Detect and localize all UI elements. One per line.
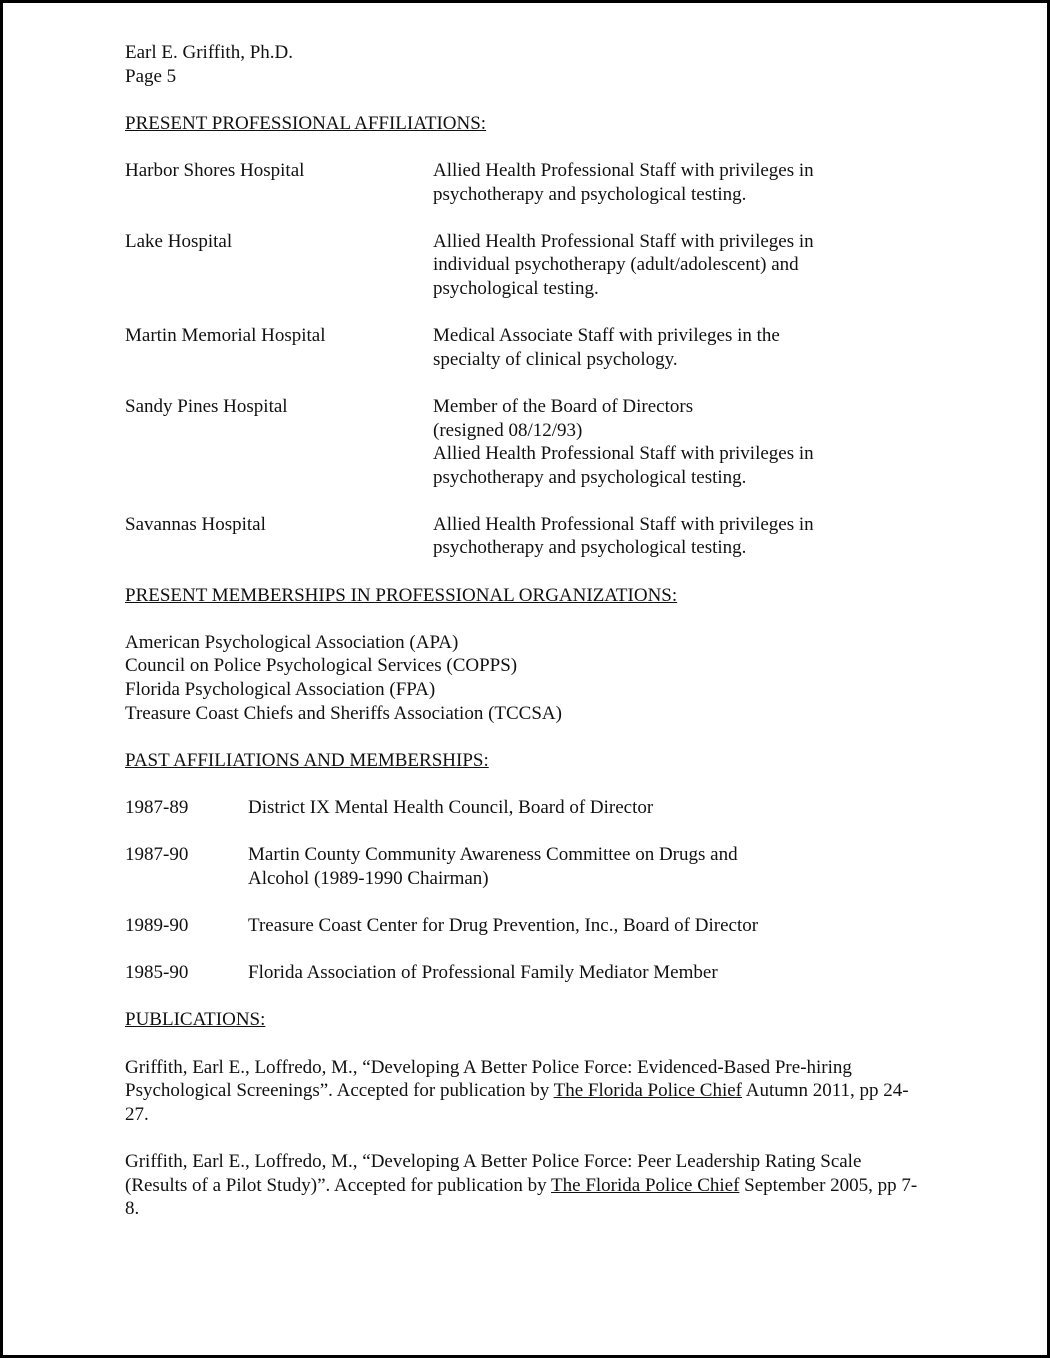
description-line: specialty of clinical psychology. (433, 348, 678, 370)
membership-item: Treasure Coast Chiefs and Sheriffs Association (TCCSA) (125, 702, 562, 724)
affiliation-description (433, 230, 1047, 301)
past-years: 1987-89 (125, 797, 189, 818)
affiliation-description (433, 324, 1047, 371)
past-affiliations-list (125, 796, 1047, 985)
affiliation-row (125, 324, 1047, 371)
page-header (125, 41, 1047, 88)
journal-title: The Florida Police Chief (553, 1080, 743, 1102)
description-line: Medical Associate Staff with privileges in the (433, 325, 780, 347)
description-line: Treasure Coast Center for Drug Prevention, Inc., Board of Director (248, 914, 759, 936)
publications-heading: PUBLICATIONS: (125, 1009, 266, 1031)
hospital-name: Harbor Shores Hospital (125, 159, 305, 181)
affiliation-description (433, 159, 1047, 206)
past-affiliation-row (125, 961, 1047, 985)
hospital-name: Martin Memorial Hospital (125, 325, 326, 347)
publication-entry (125, 1056, 925, 1127)
past-description (248, 914, 1047, 938)
past-affiliation-row (125, 914, 1047, 938)
past-years: 1987-90 (125, 844, 189, 866)
hospital-name: Lake Hospital (125, 230, 233, 252)
page-number: Page 5 (125, 65, 177, 87)
description-line: Alcohol (1989-1990 Chairman) (248, 867, 489, 889)
affiliation-row (125, 395, 1047, 489)
affiliation-row (125, 159, 1047, 206)
membership-item: Council on Police Psychological Services (COPPS) (125, 655, 518, 677)
past-affiliation-row (125, 843, 1047, 890)
past-years: 1989-90 (125, 914, 189, 936)
publications-list (125, 1056, 1047, 1221)
description-line: Allied Health Professional Staff with privileges in (433, 230, 814, 252)
membership-item: Florida Psychological Association (FPA) (125, 679, 436, 701)
description-line: Allied Health Professional Staff with privileges in (433, 159, 814, 181)
journal-title: The Florida Police Chief (551, 1174, 740, 1196)
hospital-name: Sandy Pines Hospital (125, 395, 288, 417)
past-description (248, 843, 1047, 890)
publication-entry (125, 1150, 925, 1221)
affiliation-row (125, 230, 1047, 301)
affiliations-heading: PRESENT PROFESSIONAL AFFILIATIONS: (125, 112, 487, 134)
description-line: psychotherapy and psychological testing. (433, 466, 747, 488)
description-line: Member of the Board of Directors (433, 395, 694, 417)
hospital-name: Savannas Hospital (125, 513, 266, 535)
affiliations-list (125, 159, 1047, 560)
membership-item: American Psychological Association (APA) (125, 631, 459, 653)
description-line: psychotherapy and psychological testing. (433, 537, 747, 559)
description-line: Florida Association of Professional Family Mediator Member (248, 962, 718, 984)
past-years: 1985-90 (125, 962, 189, 984)
description-line: psychological testing. (433, 277, 599, 299)
past-description (248, 796, 1047, 820)
past-affiliation-row (125, 796, 1047, 820)
description-line: Allied Health Professional Staff with privileges in (433, 513, 814, 535)
memberships-heading: PRESENT MEMBERSHIPS IN PROFESSIONAL ORGANIZATIONS: (125, 584, 678, 606)
description-line: (resigned 08/12/93) (433, 419, 583, 441)
citation-details: Autumn 2011, pp 24-27. (125, 1080, 909, 1125)
description-line: District IX Mental Health Council, Board of Director (248, 797, 654, 818)
description-line: Allied Health Professional Staff with privileges in (433, 443, 814, 465)
affiliation-description (433, 395, 1047, 489)
past-affiliations-heading: PAST AFFILIATIONS AND MEMBERSHIPS: (125, 749, 489, 771)
author-name: Earl E. Griffith, Ph.D. (125, 42, 293, 63)
description-line: Martin County Community Awareness Committee on Drugs and (248, 844, 738, 866)
memberships-list (125, 631, 1047, 725)
citation-text: Griffith, Earl E., Loffredo, M., “Developing A Better Police Force: Evidenced-Based Pre-hiring Psychological Screenings”. Accepted for publication by (125, 1056, 852, 1102)
affiliation-description (433, 513, 1047, 560)
description-line: psychotherapy and psychological testing. (433, 183, 747, 205)
description-line: individual psychotherapy (adult/adolescent) and (433, 254, 799, 276)
citation-details: September 2005, pp 7-8. (125, 1174, 918, 1220)
citation-text: Griffith, Earl E., Loffredo, M., “Developing A Better Police Force: Peer Leadership Rating Scale (Results of a Pilot Study)”. Accepted for publication by (125, 1150, 862, 1196)
past-description (248, 961, 1047, 985)
affiliation-row (125, 513, 1047, 560)
